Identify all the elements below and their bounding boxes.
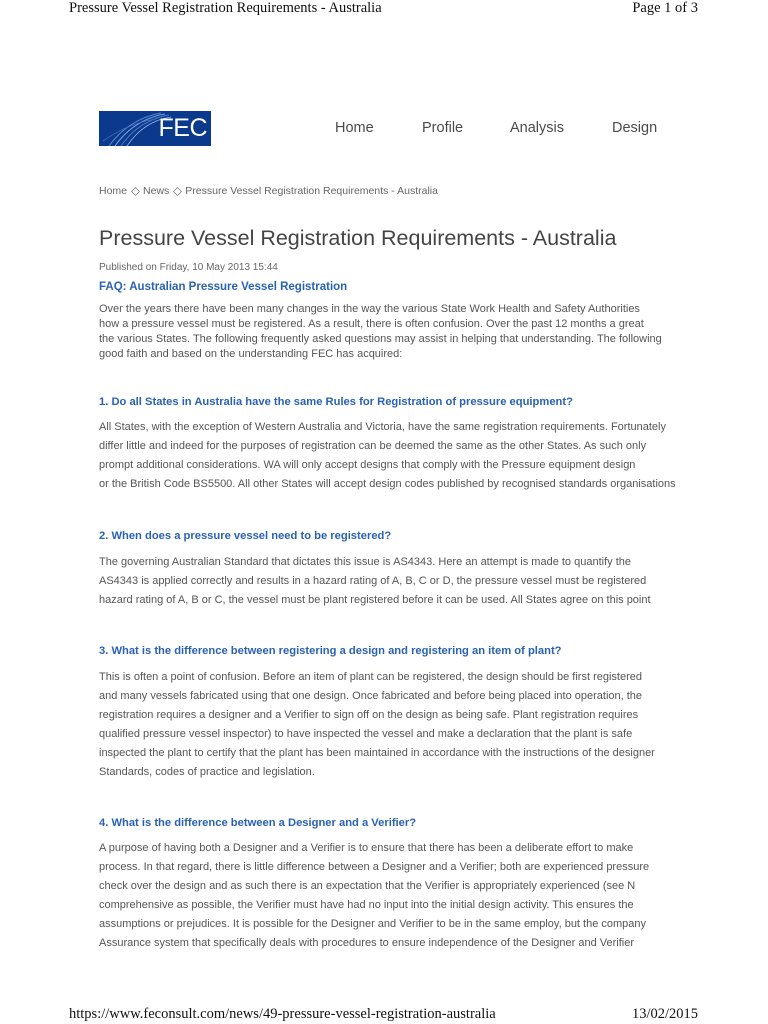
question-3: 3. What is the difference between registering a design and registering an item of plant? <box>99 645 562 657</box>
answer-line: and many vessels fabricated using that one design. Once fabricated and before being placed into operation, the <box>99 690 643 702</box>
answer-line: check over the design and as such there is an expectation that the Verifier is appropriately experienced (see N <box>99 880 636 892</box>
answer-line: AS4343 is applied correctly and results in a hazard rating of A, B, C or D, the pressure vessel must be registered <box>99 575 647 587</box>
published-date: Published on Friday, 10 May 2013 15:44 <box>99 262 278 273</box>
question-2: 2. When does a pressure vessel need to be registered? <box>99 530 392 542</box>
faq-heading: FAQ: Australian Pressure Vessel Registration <box>99 281 348 293</box>
answer-line: or the British Code BS5500. All other States will accept design codes published by recognised standards organisations <box>99 478 676 490</box>
article-body <box>99 300 698 960</box>
print-header-title: Pressure Vessel Registration Requirements - Australia <box>69 0 382 16</box>
answer-line: inspected the plant to certify that the plant has been maintained in accordance with the instructions of the designer <box>99 747 655 759</box>
answer-line: registration requires a designer and a Verifier to sign off on the design as being safe. Plant registration requires <box>99 709 639 721</box>
answer-line: qualified pressure vessel inspector) to have inspected the vessel and make a declaration that the plant is safe <box>99 728 633 740</box>
logo-text: FEC <box>158 114 207 142</box>
answer-line: This is often a point of confusion. Before an item of plant can be registered, the design should be first registered <box>99 671 642 683</box>
print-footer-url: https://www.feconsult.com/news/49-pressure-vessel-registration-australia <box>69 1006 496 1022</box>
print-footer <box>69 1006 698 1024</box>
nav-design[interactable]: Design <box>612 120 658 136</box>
print-footer-date: 13/02/2015 <box>631 1006 698 1022</box>
question-4: 4. What is the difference between a Designer and a Verifier? <box>99 817 417 829</box>
print-page-number: Page 1 of 3 <box>632 0 698 16</box>
answer-line: differ little and indeed for the purposes of registration can be deemed the same as the other States. As such only <box>99 440 647 452</box>
answer-1 <box>99 421 676 497</box>
question-1: 1. Do all States in Australia have the same Rules for Registration of pressure equipment? <box>99 396 573 408</box>
answer-line: A purpose of having both a Designer and a Verifier is to ensure that there has been a deliberate effort to make <box>99 842 634 854</box>
intro-paragraph <box>99 303 662 363</box>
answer-4 <box>99 842 649 956</box>
nav-home[interactable]: Home <box>335 120 374 136</box>
print-header <box>69 0 698 18</box>
fec-logo[interactable] <box>99 111 211 146</box>
answer-3 <box>99 671 655 785</box>
breadcrumb <box>99 185 438 197</box>
answer-line: All States, with the exception of Western Australia and Victoria, have the same registration requirements. Fortunately <box>99 421 666 433</box>
page-title: Pressure Vessel Registration Requirements - Australia <box>99 226 617 250</box>
answer-line: comprehensive as possible, the Verifier must have had no input into the initial design activity. This ensures the <box>99 899 634 911</box>
intro-line: how a pressure vessel must be registered. As a result, there is often confusion. Over the past 12 months a great <box>99 318 644 330</box>
nav-analysis[interactable]: Analysis <box>510 120 564 136</box>
intro-line: the various States. The following frequently asked questions may assist in helping that understanding. The following <box>99 333 662 345</box>
answer-line: Standards, codes of practice and legislation. <box>99 766 315 778</box>
answer-line: The governing Australian Standard that dictates this issue is AS4343. Here an attempt is made to quantify the <box>99 556 631 568</box>
answer-line: Assurance system that specifically deals with procedures to ensure independence of the Designer and Verifier <box>99 937 635 949</box>
answer-line: assumptions or prejudices. It is possible for the Designer and Verifier to be in the same employ, but the company <box>99 918 647 930</box>
breadcrumb-arrow-icon <box>173 187 182 196</box>
answer-line: prompt additional considerations. WA will only accept designs that comply with the Pressure equipment design <box>99 459 636 471</box>
answer-2 <box>99 556 651 613</box>
breadcrumb-home[interactable]: Home <box>99 185 128 197</box>
intro-line: good faith and based on the understanding FEC has acquired: <box>99 348 403 360</box>
answer-line: hazard rating of A, B or C, the vessel must be plant registered before it can be used. All States agree on this point <box>99 594 651 606</box>
breadcrumb-news[interactable]: News <box>143 185 170 197</box>
breadcrumb-arrow-icon <box>131 187 140 196</box>
breadcrumb-current: Pressure Vessel Registration Requirements - Australia <box>185 185 438 197</box>
nav-profile[interactable]: Profile <box>422 120 464 136</box>
answer-line: process. In that regard, there is little difference between a Designer and a Verifier; both are experienced pressure <box>99 861 650 873</box>
intro-line: Over the years there have been many changes in the way the various State Work Health and Safety Authorities <box>99 303 640 315</box>
